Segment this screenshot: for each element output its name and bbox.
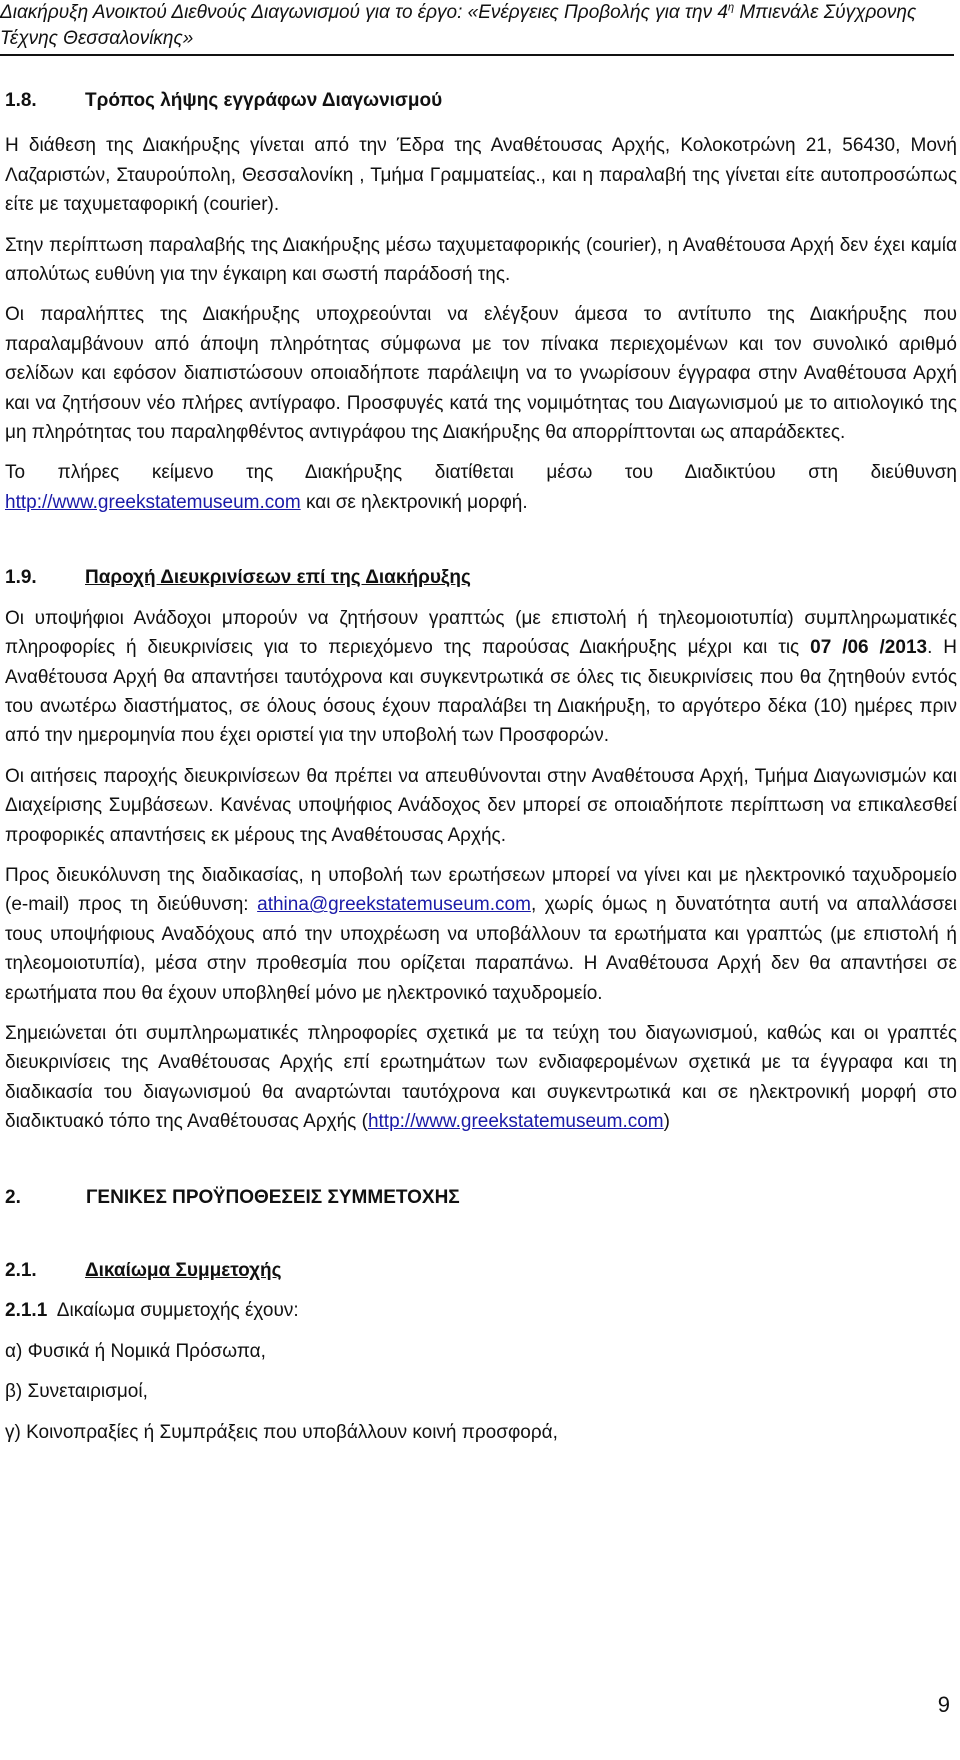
- paragraph-text: και σε ηλεκτρονική μορφή.: [300, 491, 528, 513]
- paragraph: Οι αιτήσεις παροχής διευκρινίσεων θα πρέπει να απευθύνονται στην Αναθέτουσα Αρχή, Τμήμα Διαγωνισμών και Διαχείρισης Συμβάσεων. Κανένας υποψήφιος Ανάδοχος δεν μπορεί σε οποιαδήποτε περίπτωση να επικαλεσθεί προφορικές απαντήσεις εκ μέρους της Αναθέτουσας Αρχής.: [5, 765, 957, 846]
- paragraph-text: Οι υποψήφιοι Ανάδοχοι μπορούν να ζητήσουν γραπτώς (με επιστολή ή τηλεομοιοτυπία) συμπληρωματικές πληροφορίες ή διευκρινίσεις για το περιεχόμενο της παρούσας Διακήρυξης μέχρι και τις: [5, 607, 957, 659]
- header-superscript: η: [727, 1, 735, 14]
- paragraph: Οι παραλήπτες της Διακήρυξης υποχρεούνται να ελέγξουν άμεσα το αντίτυπο της Διακήρυξης που παραλαμβάνουν από άποψη πληρότητας σύμφωνα με τον πίνακα περιεχομένων και τον συνολικό αριθμό σελίδων και εφόσον διαπιστώσουν οποιαδήποτε παράλειψη να το γνωρίσουν έγγραφα στην Αναθέτουσα Αρχή και να ζητήσουν νέο πλήρες αντίγραφο. Προσφυγές κατά της νομιμότητας του Διαγωνισμού με το αιτιολογικό της μη πληρότητας του παραληφθέντος αντιγράφου της Διακήρυξης θα απορρίπτονται ως απαράδεκτες.: [5, 304, 957, 444]
- section-title: Παροχή Διευκρινίσεων επί της Διακήρυξης: [85, 567, 471, 589]
- list-item: γ) Κοινοπραξίες ή Συμπράξεις που υποβάλλουν κοινή προσφορά,: [5, 1421, 558, 1443]
- subsection-text: Δικαίωμα συμμετοχής έχουν:: [47, 1300, 299, 1322]
- section-2-1-heading: [5, 1256, 957, 1285]
- paragraph: Η διάθεση της Διακήρυξης γίνεται από την Έδρα της Αναθέτουσας Αρχής, Κολοκοτρώνη 21, 56430, Μονή Λαζαριστών, Σταυρούπολη, Θεσσαλονίκη , Τμήμα Γραμματείας., και η παραλαβή της γίνεται είτε αυτοπροσώπως είτε με ταχυμεταφορική (courier).: [5, 135, 957, 216]
- section-title: Τρόπος λήψης εγγράφων Διαγωνισμού: [85, 90, 443, 111]
- paragraph-text: Προς διευκόλυνση της διαδικασίας, η υποβολή των ερωτήσεων μπορεί να γίνει και με ηλεκτρονικό ταχυδρομείο (e-mail) προς τη διεύθυνση:: [5, 864, 957, 916]
- paragraph-text: Το πλήρες κείμενο της Διακήρυξης διατίθεται μέσω του Διαδικτύου στη διεύθυνση: [5, 462, 957, 484]
- header-line2: Τέχνης Θεσσαλονίκης»: [0, 28, 194, 49]
- paragraph: [5, 458, 957, 517]
- section-1-8-heading: [5, 86, 957, 115]
- section-number: 2.: [5, 1186, 21, 1208]
- paragraph: [5, 604, 957, 751]
- page-content: [5, 86, 957, 1447]
- website-link[interactable]: http://www.greekstatemuseum.com: [367, 1111, 664, 1133]
- header-line1-start: Διακήρυξη Ανοικτού Διεθνούς Διαγωνισμού για το έργο: «Ενέργειες Προβολής για την 4: [0, 2, 728, 23]
- list-item: α) Φυσικά ή Νομικά Πρόσωπα,: [5, 1340, 266, 1362]
- paragraph: Στην περίπτωση παραλαβής της Διακήρυξης μέσω ταχυμεταφορικής (courier), η Αναθέτουσα Αρχή δεν έχει καμία απολύτως ευθύνη για την έγκαιρη και σωστή παράδοσή της.: [5, 234, 957, 286]
- section-number: 1.9.: [5, 567, 37, 589]
- page-number: 9: [937, 1692, 950, 1717]
- subsection-number: 2.1.1: [5, 1300, 48, 1322]
- paragraph-text: Σημειώνεται ότι συμπληρωματικές πληροφορίες σχετικά με τα τεύχη του διαγωνισμού, καθώς και οι γραπτές διευκρινίσεις της Αναθέτουσας Αρχής επί ερωτημάτων των ενδιαφερομένων σχετικά με τα έγγραφα και τη διαδικασία του διαγωνισμού θα αναρτώνται ταυτόχρονα και συγκεντρωτικά και σε ηλεκτρονική μορφή στο διαδικτυακό τόπο της Αναθέτουσας Αρχής (: [5, 1022, 957, 1133]
- paragraph-text: ): [663, 1111, 670, 1133]
- list-item: β) Συνεταιρισμοί,: [5, 1381, 148, 1403]
- section-2-heading: [5, 1183, 957, 1212]
- deadline-date: 07 /06 /2013: [810, 637, 928, 659]
- header-line1-end: Μπιενάλε Σύγχρονης: [734, 2, 917, 23]
- paragraph: [5, 1019, 957, 1137]
- running-header: [0, 0, 954, 56]
- email-link[interactable]: athina@greekstatemuseum.com: [257, 894, 531, 916]
- section-number: 1.8.: [5, 90, 37, 111]
- website-link[interactable]: http://www.greekstatemuseum.com: [5, 491, 301, 513]
- section-number: 2.1.: [5, 1260, 37, 1281]
- section-title: Δικαίωμα Συμμετοχής: [85, 1260, 282, 1281]
- paragraph-text: . Η Αναθέτουσα Αρχή θα απαντήσει ταυτόχρονα και συγκεντρωτικά σε όλες τις διευκρινίσεις που θα ζητηθούν εντός του ανωτέρω διαστήματος, σε όλους όσους έχουν παραλάβει τη Διακήρυξη, το αργότερο δέκα (10) ημέρες πριν από την ημερομηνία που έχει οριστεί για την υποβολή των Προσφορών.: [5, 637, 958, 747]
- paragraph: [5, 861, 957, 1008]
- section-title: ΓΕΝΙΚΕΣ ΠΡΟΫΠΟΘΕΣΕΙΣ ΣΥΜΜΕΤΟΧΗΣ: [86, 1186, 460, 1208]
- subsection-2-1-1: [5, 1296, 957, 1325]
- paragraph-text: , χωρίς όμως η δυνατότητα αυτή να απαλλάσσει τους υποψήφιους Αναδόχους από την υποχρέωση να υποβάλλουν τα ερωτήματα και γραπτώς (με επιστολή ή τηλεομοιοτυπία), μέσα στην προθεσμία που ορίζεται παραπάνω. Η Αναθέτουσα Αρχή δεν θα απαντήσει σε ερωτήματα που θα έχουν υποβληθεί μόνο με ηλεκτρονικό ταχυδρομείο.: [5, 894, 957, 1004]
- section-1-9-heading: [5, 563, 957, 592]
